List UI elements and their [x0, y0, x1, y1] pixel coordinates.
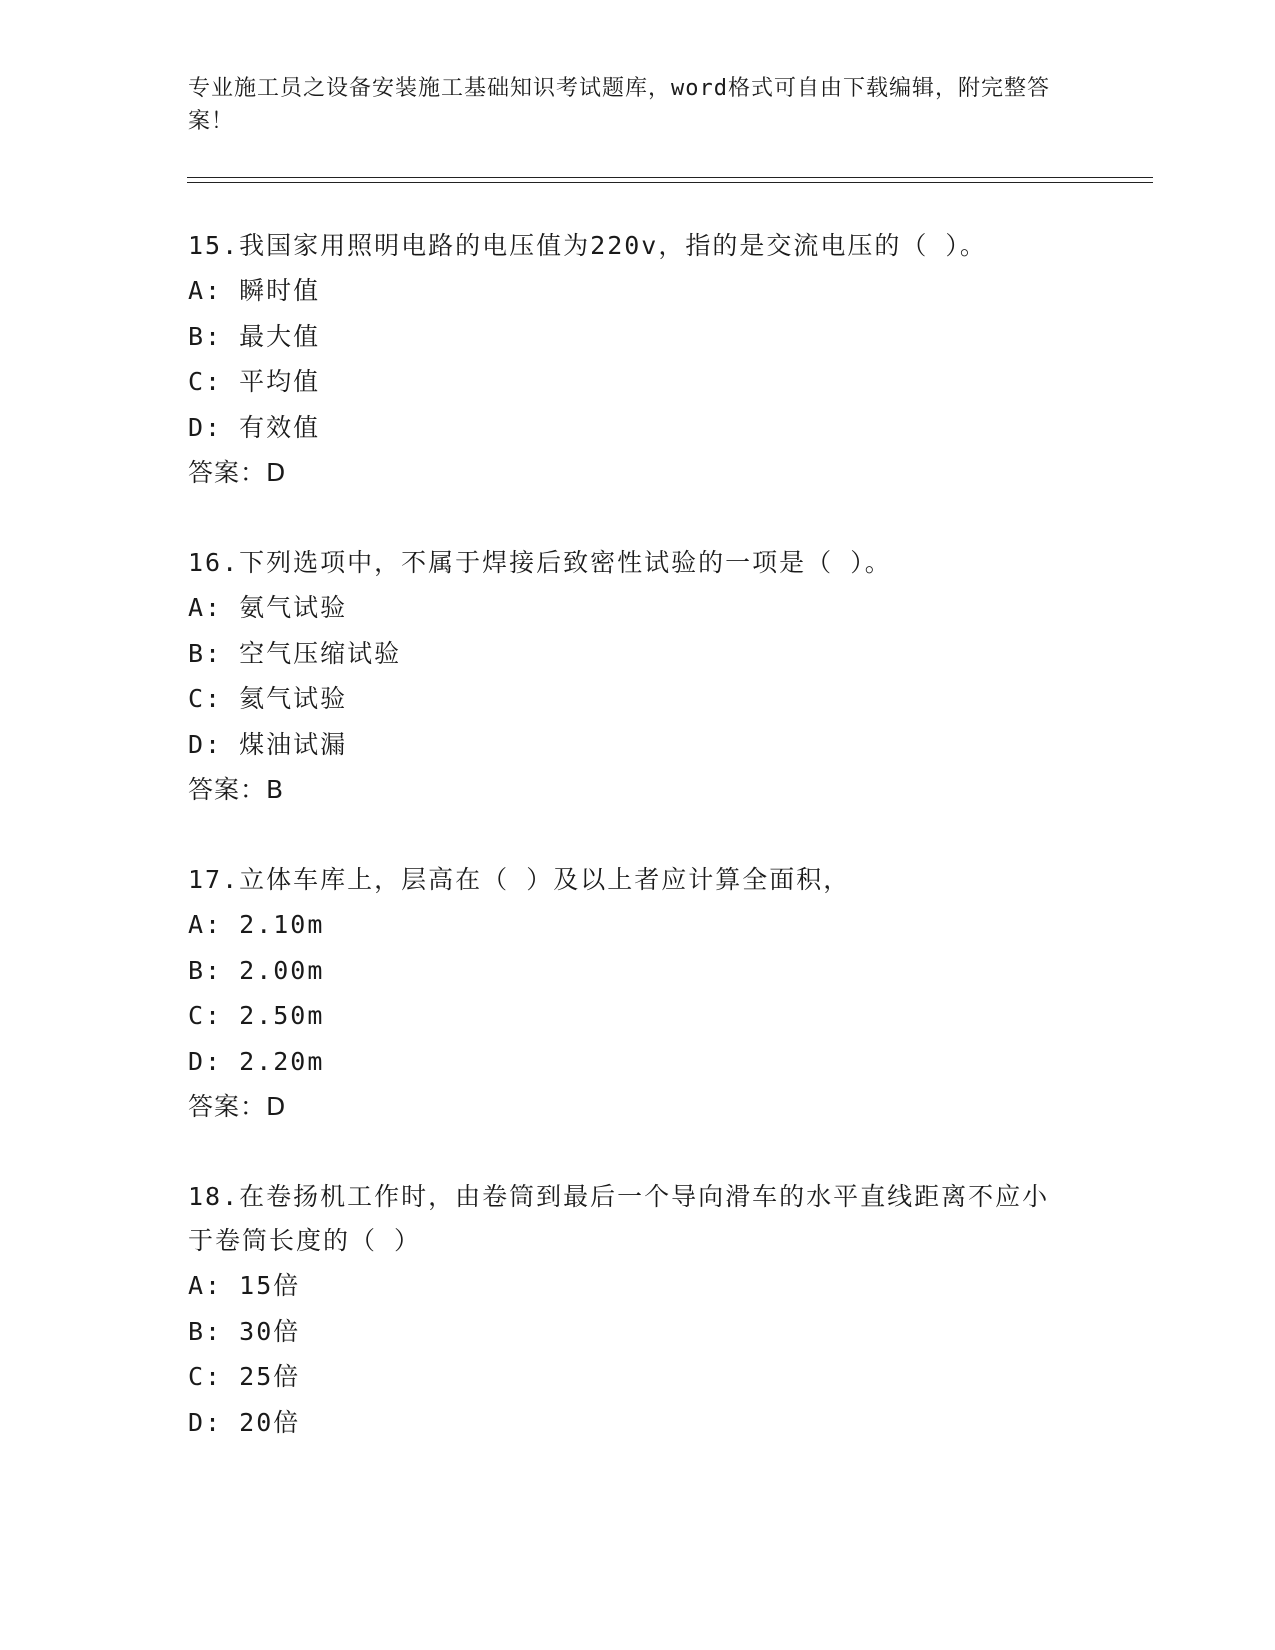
option-b: B: 空气压缩试验 — [188, 638, 402, 668]
option-c: C: 氦气试验 — [188, 684, 348, 713]
option-b: B: 最大值 — [188, 321, 321, 351]
option-a: A: 15倍 — [188, 1271, 301, 1300]
option-d: D: 有效值 — [188, 412, 321, 442]
option-a: A: 2.10m — [188, 910, 325, 939]
option-a: A: 瞬时值 — [188, 276, 321, 305]
option-c: C: 平均值 — [188, 367, 321, 396]
question-stem: 16.下列选项中，不属于焊接后致密性试验的一项是（ ）。 — [188, 548, 892, 577]
question-stem: 18.在卷扬机工作时，由卷筒到最后一个导向滑车的水平直线距离不应小于卷筒长度的（ ） — [188, 1182, 1050, 1255]
option-c: C: 25倍 — [188, 1362, 301, 1391]
option-c: C: 2.50m — [188, 1001, 325, 1030]
question-stem: 15.我国家用照明电路的电压值为220v，指的是交流电压的（ ）。 — [188, 231, 987, 260]
answer-line: 答案：D — [188, 458, 287, 487]
question-16 — [188, 541, 1088, 812]
question-18 — [188, 1175, 1068, 1445]
header-divider-top — [187, 177, 1153, 178]
document-header: 专业施工员之设备安装施工基础知识考试题库，word格式可自由下载编辑，附完整答案！ — [188, 76, 1050, 134]
question-15 — [188, 224, 1088, 495]
option-b: B: 2.00m — [188, 955, 325, 985]
answer-line: 答案：D — [188, 1092, 287, 1121]
question-17 — [188, 858, 1088, 1129]
option-d: D: 煤油试漏 — [188, 729, 348, 759]
header-divider-bottom — [187, 182, 1153, 183]
option-d: D: 20倍 — [188, 1407, 301, 1437]
answer-line: 答案：B — [188, 775, 285, 804]
option-a: A: 氨气试验 — [188, 593, 348, 622]
option-d: D: 2.20m — [188, 1046, 325, 1076]
option-b: B: 30倍 — [188, 1316, 301, 1346]
question-stem: 17.立体车库上，层高在（ ）及以上者应计算全面积， — [188, 865, 851, 894]
